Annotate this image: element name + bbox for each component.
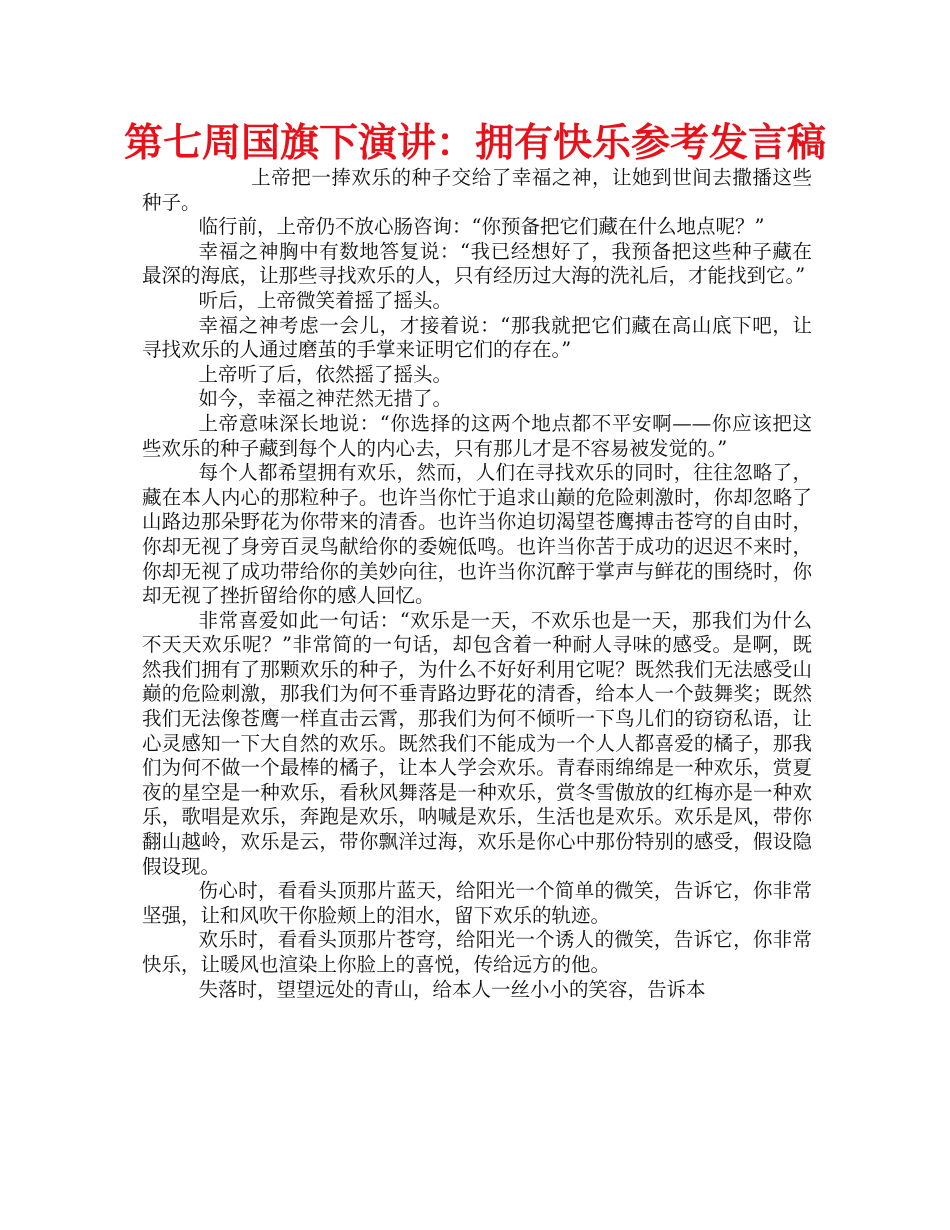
paragraph-10: 非常喜爱如此一句话：“欢乐是一天，不欢乐也是一天，那我们为什么不天天欢乐呢？”非常简的一句话，却包含着一种耐人寻味的感受。是啊，既然我们拥有了那颗欢乐的种子，为什么不好好利用它呢？既然我们无法感受山巅的危险刺激，那我们为何不垂青路边野花的清香，给本人一个鼓舞奖；既然我们无法像苍鹰一样直击云霄，那我们为何不倾听一下鸟儿们的窃窃私语，让心灵感知一下大自然的欢乐。既然我们不能成为一个人人都喜爱的橘子，那我们为何不做一个最棒的橘子，让本人学会欢乐。青春雨绵绵是一种欢乐，赏夏夜的星空是一种欢乐，看秋风舞落是一种欢乐，赏冬雪傲放的红梅亦是一种欢乐，歌唱是欢乐，奔跑是欢乐，呐喊是欢乐，生活也是欢乐。欢乐是风，带你翻山越岭，欢乐是云，带你飘洋过海，欢乐是你心中那份特别的感受，假设隐假设现。 <box>142 608 812 878</box>
paragraph-13: 失落时，望望远处的青山，给本人一丝小小的笑容，告诉本 <box>198 977 706 1001</box>
paragraph-12: 欢乐时，看看头顶那片苍穹，给阳光一个诱人的微笑，告诉它，你非常快乐，让暖风也渲染上你脸上的喜悦，传给远方的他。 <box>142 928 812 976</box>
paragraph-5: 幸福之神考虑一会儿，才接着说：“那我就把它们藏在高山底下吧，让寻找欢乐的人通过磨茧的手掌来证明它们的存在。” <box>142 313 812 362</box>
paragraph-9: 每个人都希望拥有欢乐，然而，人们在寻找欢乐的同时，往往忽略了，藏在本人内心的那粒种子。也许当你忙于追求山巅的危险刺激时，你却忽略了山路边那朵野花为你带来的清香。也许当你迫切渴望苍鹰搏击苍穹的自由时，你却无视了身旁百灵鸟献给你的委婉低鸣。也许当你苦于成功的迟迟不来时，你却无视了成功带给你的美妙向往，也许当你沉醉于掌声与鲜花的围绕时，你却无视了挫折留给你的感人回忆。 <box>142 461 812 608</box>
page-title: 第七周国旗下演讲：拥有快乐参考发言稿 <box>123 121 826 166</box>
paragraph-3: 幸福之神胸中有数地答复说：“我已经想好了，我预备把这些种子藏在最深的海底，让那些寻找欢乐的人，只有经历过大海的洗礼后，才能找到它。” <box>142 239 812 288</box>
paragraph-7: 如今，幸福之神茫然无措了。 <box>198 387 453 411</box>
paragraph-2: 临行前，上帝仍不放心肠咨询：“你预备把它们藏在什么地点呢？” <box>198 215 765 239</box>
paragraph-4: 听后，上帝微笑着摇了摇头。 <box>198 288 453 312</box>
paragraph-11: 伤心时，看看头顶那片蓝天，给阳光一个简单的微笑，告诉它，你非常坚强，让和风吹干你脸颊上的泪水，留下欢乐的轨迹。 <box>142 879 812 927</box>
paragraph-6: 上帝听了后，依然摇了摇头。 <box>198 362 453 386</box>
paragraph-1: 上帝把一捧欢乐的种子交给了幸福之神，让她到世间去撒播这些种子。 <box>142 166 812 214</box>
paragraph-8: 上帝意味深长地说：“你选择的这两个地点都不平安啊——你应该把这些欢乐的种子藏到每个人的内心去，只有那儿才是不容易被发觉的。” <box>142 411 812 460</box>
speech-body <box>142 166 812 1002</box>
